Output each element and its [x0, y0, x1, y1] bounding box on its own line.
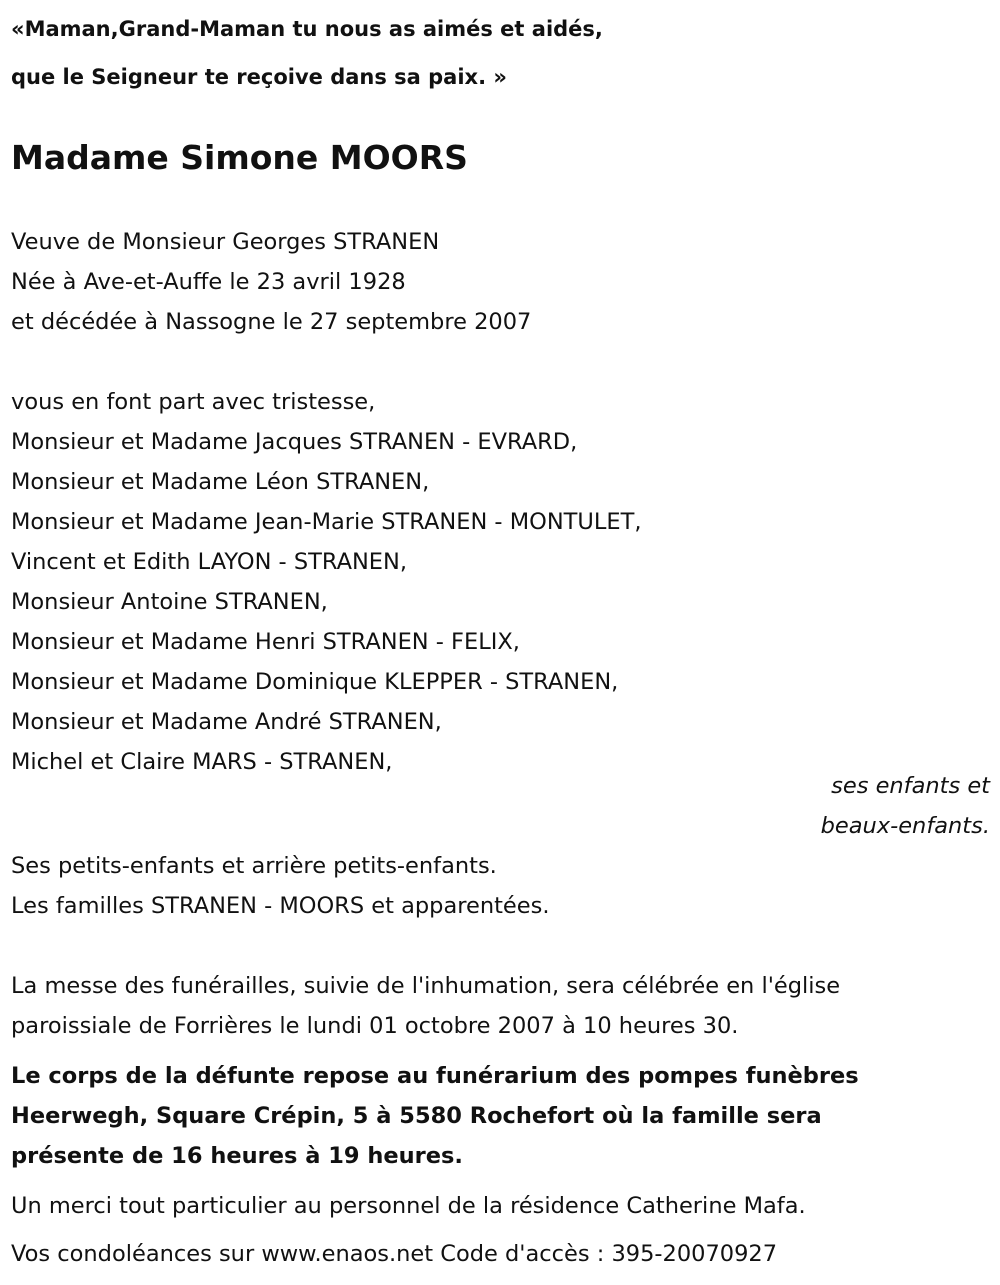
family-line: Monsieur et Madame Jean-Marie STRANEN - MONTULET,: [11, 509, 642, 535]
relation-label: ses enfants et: [831, 773, 990, 799]
thanks-line: Un merci tout particulier au personnel de la résidence Catherine Mafa.: [11, 1193, 806, 1219]
quote-line: «Maman,Grand-Maman tu nous as aimés et aidés,: [11, 17, 603, 41]
condolences-line: Vos condoléances sur www.enaos.net Code d'accès : 395-20070927: [11, 1241, 778, 1267]
mass-line: La messe des funérailles, suivie de l'inhumation, sera célébrée en l'église: [11, 973, 841, 999]
others-line: Ses petits-enfants et arrière petits-enfants.: [11, 853, 497, 879]
bio-line: Veuve de Monsieur Georges STRANEN: [11, 229, 440, 255]
bio-line: Née à Ave-et-Auffe le 23 avril 1928: [11, 269, 406, 295]
relation-label: beaux-enfants.: [820, 813, 990, 839]
rest-line: Heerwegh, Square Crépin, 5 à 5580 Rochefort où la famille sera: [11, 1103, 822, 1129]
family-line: Monsieur et Madame Henri STRANEN - FELIX,: [11, 629, 520, 655]
deceased-name: Madame Simone MOORS: [11, 138, 468, 177]
family-line: Monsieur Antoine STRANEN,: [11, 589, 328, 615]
others-line: Les familles STRANEN - MOORS et apparentées.: [11, 893, 550, 919]
family-line: Michel et Claire MARS - STRANEN,: [11, 749, 393, 775]
family-line: Monsieur et Madame Dominique KLEPPER - STRANEN,: [11, 669, 619, 695]
quote-line: que le Seigneur te reçoive dans sa paix. »: [11, 65, 507, 89]
rest-line: Le corps de la défunte repose au funérarium des pompes funèbres: [11, 1063, 859, 1089]
family-line: Vincent et Edith LAYON - STRANEN,: [11, 549, 408, 575]
family-line: Monsieur et Madame André STRANEN,: [11, 709, 442, 735]
rest-line: présente de 16 heures à 19 heures.: [11, 1143, 463, 1169]
mass-line: paroissiale de Forrières le lundi 01 octobre 2007 à 10 heures 30.: [11, 1013, 739, 1039]
bio-line: et décédée à Nassogne le 27 septembre 2007: [11, 309, 532, 335]
family-line: vous en font part avec tristesse,: [11, 389, 376, 415]
family-line: Monsieur et Madame Jacques STRANEN - EVRARD,: [11, 429, 578, 455]
family-line: Monsieur et Madame Léon STRANEN,: [11, 469, 430, 495]
